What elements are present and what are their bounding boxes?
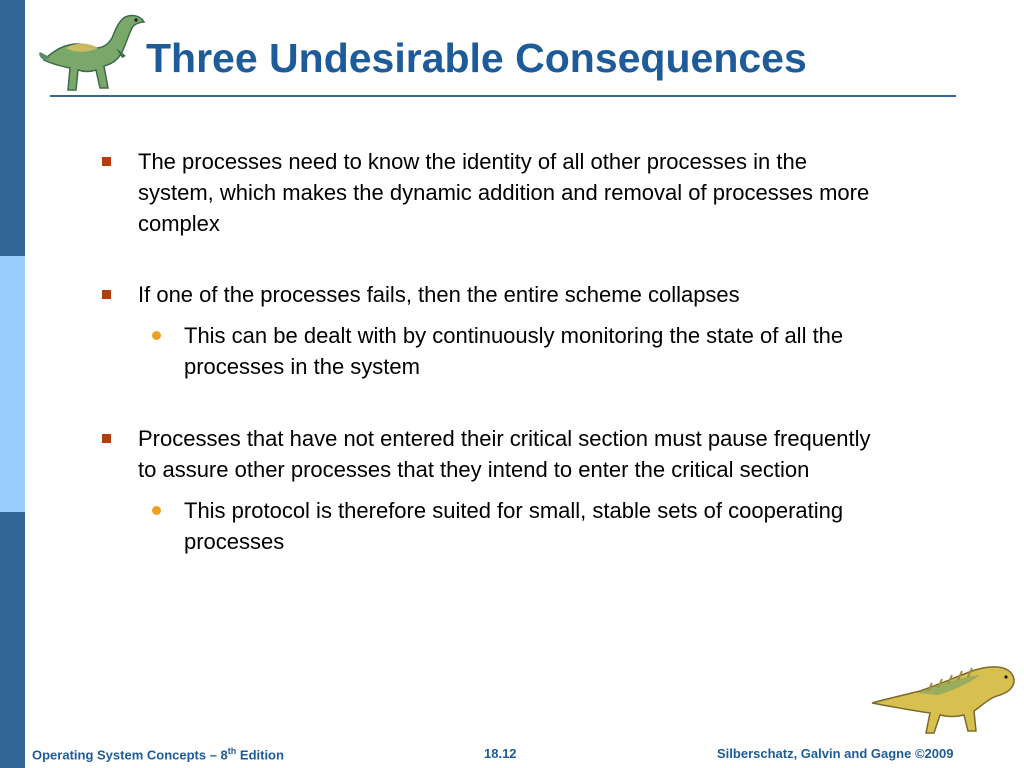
sub-bullet-text-line: processes in the system [184, 354, 420, 379]
footer-book-suffix: Edition [236, 747, 284, 763]
bullet-text-line: system, which makes the dynamic addition and removal of processes more [138, 180, 870, 205]
title-divider [50, 95, 956, 97]
round-bullet-icon [152, 331, 161, 340]
footer-book-sup: th [227, 746, 237, 756]
sub-bullet-text-line: This protocol is therefore suited for small, stable sets of cooperating [184, 498, 844, 523]
footer-book-prefix: Operating System Concepts – 8 [32, 747, 228, 763]
dinosaur-logo-icon [36, 8, 158, 98]
square-bullet-icon [102, 157, 111, 166]
side-bar-top [0, 0, 25, 256]
bullet-text-line: The processes need to know the identity of all other processes in the [138, 149, 807, 174]
sub-bullet-item [152, 320, 843, 382]
bullet-text-line: complex [138, 211, 220, 236]
square-bullet-icon [102, 434, 111, 443]
bullet-text-line: Processes that have not entered their critical section must pause frequently [138, 426, 871, 451]
bullet-item [102, 279, 740, 310]
bullet-item [102, 146, 869, 239]
round-bullet-icon [152, 506, 161, 515]
sub-bullet-text-line: This can be dealt with by continuously monitoring the state of all the [184, 323, 844, 348]
side-bar-bottom [0, 512, 25, 768]
square-bullet-icon [102, 290, 111, 299]
sub-bullet-item [152, 495, 843, 557]
bullet-text-line: If one of the processes fails, then the entire scheme collapses [138, 282, 740, 307]
footer-authors: Silberschatz, Galvin and Gagne ©2009 [717, 746, 954, 761]
footer-book-title [32, 746, 284, 762]
bullet-text-line: to assure other processes that they intend to enter the critical section [138, 457, 810, 482]
footer-slide-number: 18.12 [484, 746, 517, 761]
sub-bullet-text-line: processes [184, 529, 285, 554]
side-bar-middle [0, 256, 25, 512]
bullet-item [102, 423, 871, 485]
dinosaur-logo-icon [868, 655, 1018, 740]
slide-title: Three Undesirable Consequences [146, 35, 807, 81]
